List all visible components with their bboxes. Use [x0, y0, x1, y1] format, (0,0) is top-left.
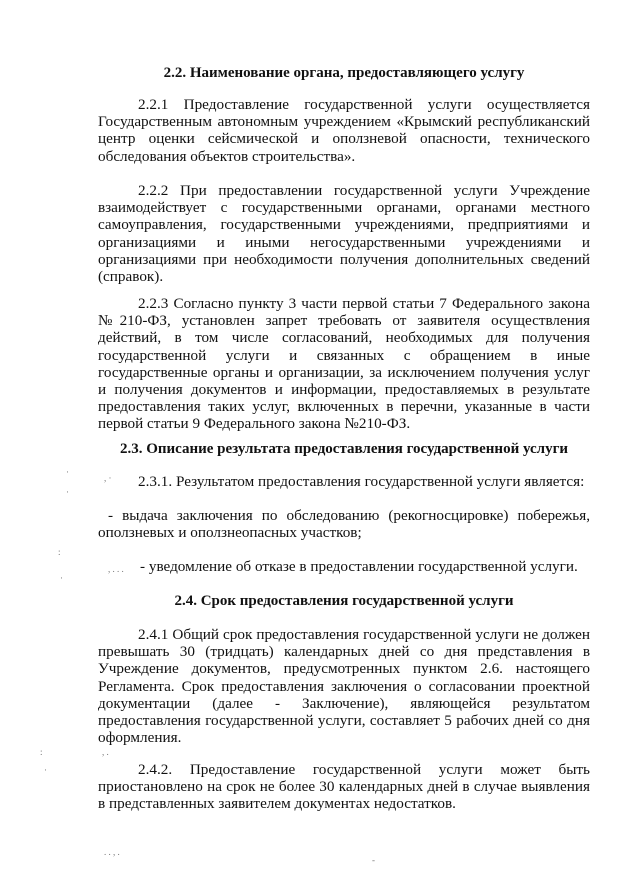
scan-speck: . . , . — [104, 847, 120, 857]
section-2-3-heading: 2.3. Описание результата предоставления государственной услуги — [119, 441, 569, 457]
paragraph-2-3-1: 2.3.1. Результатом предоставления государственной услуги является: — [138, 473, 585, 490]
paragraph-2-2-1: 2.2.1 Предоставление государственной услуги осуществляется Государственным автономным учреждением «Крымский республиканский центр оценки сейсмической и оползневой опасности, технического обследования объектов строительства». — [98, 96, 590, 165]
paragraph-2-4-2: 2.4.2. Предоставление государственной услуги может быть приостановлено на срок не более 30 календарных дней в случае выявления в представленных заявителем документах недостатков. — [98, 761, 590, 813]
scan-speck: : — [58, 547, 61, 557]
result-item-conclusion: - выдача заключения по обследованию (рекогносцировке) побережья, оползневых и оползнеопасных участков; — [98, 507, 590, 542]
scan-speck: , . . . — [108, 564, 124, 574]
result-item-refusal: - уведомление об отказе в предоставлении государственной услуги. — [140, 558, 578, 575]
paragraph-2-2-3: 2.2.3 Согласно пункту 3 части первой статьи 7 Федерального закона №210-ФЗ, установлен запрет требовать от заявителя осуществления действий, в том числе согласований, необходимых для получения государственной услуги и связанных с обращением в иные государственные органы и организации, за исключением получения услуг и получения документов и информации, предоставляемых в результате предоставления таких услуг, включенных в перечни, указанные в части первой статьи 9 Федерального закона №210-ФЗ. — [98, 295, 590, 433]
section-2-2-heading: 2.2. Наименование органа, предоставляющего услугу — [163, 65, 525, 81]
scan-speck: · — [66, 487, 69, 497]
paragraph-2-4-1: 2.4.1 Общий срок предоставления государственной услуги не должен превышать 30 (тридцать) календарных дней со дня представления в Учреждение документов, предусмотренных пунктом 2.6. настоящего Регламента. Срок предоставления заключения о согласовании проектной документации (далее - Заключение), являющейся результатом предоставления государственной услуги, составляет 5 рабочих дней со дня оформления. — [98, 626, 590, 747]
paragraph-2-2-2: 2.2.2 При предоставлении государственной услуги Учреждение взаимодействует с государственными органами, органами местного самоуправления, государственными учреждениями, предприятиями и организациями и иными негосударственными учреждениями и организациями при необходимости получения дополнительных сведений (справок). — [98, 182, 590, 286]
scan-speck: , · — [104, 473, 112, 483]
section-2-4-heading: 2.4. Срок предоставления государственной услуги — [174, 593, 514, 609]
scan-speck: · — [66, 467, 69, 477]
scan-speck: - — [372, 855, 375, 865]
scan-speck: · — [44, 765, 47, 775]
scan-speck: , . — [102, 747, 109, 757]
scan-speck: : — [40, 747, 43, 757]
scan-speck: · — [60, 573, 63, 583]
